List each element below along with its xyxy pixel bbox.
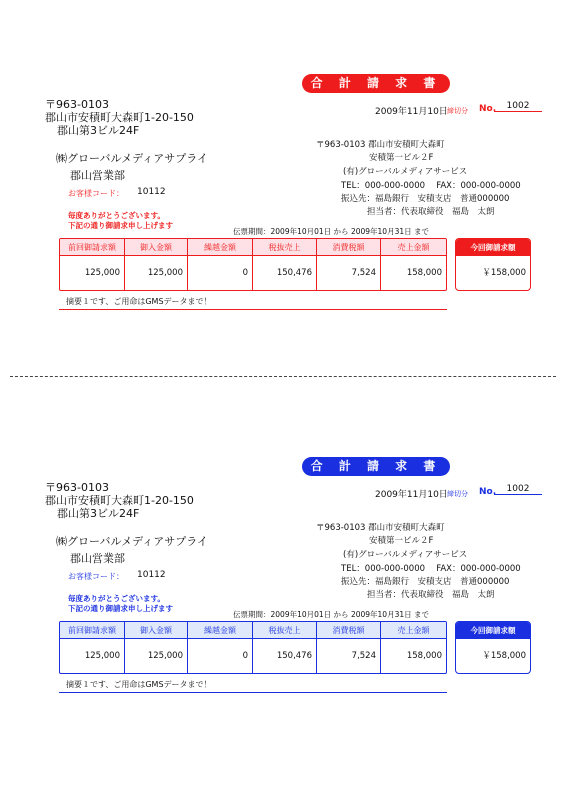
thanks-message: 毎度ありがとうございます。 — [68, 211, 165, 220]
header-payment-received: 御入金額 — [125, 239, 188, 256]
invoice-slip-blue — [0, 443, 566, 763]
customer-branch: 郡山営業部 — [70, 552, 125, 565]
value-carried-over: 0 — [188, 639, 253, 674]
header-consumption-tax: 消費税額 — [317, 622, 381, 639]
customer-zip: 〒963-0103 — [45, 98, 109, 111]
header-sales-excl-tax: 税抜売上 — [253, 622, 317, 639]
sender-phone-fax: TEL：000-000-0000 FAX：000-000-0000 — [341, 564, 521, 574]
invoice-number: 1002 — [494, 101, 542, 112]
invoice-number-label: No. — [479, 104, 497, 114]
header-consumption-tax: 消費税額 — [317, 239, 381, 256]
billing-notice: 下記の通り御請求申し上げます — [68, 221, 173, 230]
header-sales-amount: 売上金額 — [381, 622, 446, 639]
customer-company: ㈱グローバルメディアサプライ — [56, 152, 208, 165]
value-sales-amount: 158,000 — [406, 268, 442, 278]
customer-address-line1: 郡山市安積町大森町1-20-150 — [45, 111, 194, 124]
invoice-title-banner: 合 計 請 求 書 — [302, 74, 450, 93]
memo-text: 摘要１です、ご用命はGMSデータまで！ — [66, 680, 212, 689]
invoice-date: 2009年11月10日 — [375, 107, 448, 117]
customer-code: 10112 — [137, 187, 166, 197]
sender-company: (有)グローバルメディアサービス — [343, 167, 468, 177]
customer-code-label: お客様コード： — [68, 572, 124, 581]
sender-phone-fax: TEL：000-000-0000 FAX：000-000-0000 — [341, 181, 521, 191]
invoice-number: 1002 — [494, 484, 542, 495]
cut-line-divider — [10, 376, 556, 377]
memo-underline — [59, 692, 447, 693]
customer-zip: 〒963-0103 — [45, 481, 109, 494]
sender-contact: 担当者：代表取締役 福島 太朗 — [367, 207, 495, 217]
header-sales-excl-tax: 税抜売上 — [253, 239, 317, 256]
current-billing-amount: ￥158,000 — [482, 268, 526, 278]
amount-table-header — [60, 622, 446, 639]
header-previous-billing: 前回御請求額 — [60, 239, 125, 256]
cutoff-label: 締切分 — [447, 490, 468, 498]
billing-notice: 下記の通り御請求申し上げます — [68, 604, 173, 613]
value-consumption-tax: 7,524 — [317, 256, 381, 291]
slip-period: 伝票期間：2009年10月01日 から 2009年10月31日 まで — [233, 610, 429, 619]
value-payment-received: 125,000 — [125, 256, 188, 291]
sender-bank: 振込先：福島銀行 安積支店 普通000000 — [341, 577, 510, 587]
invoice-title-banner: 合 計 請 求 書 — [302, 457, 450, 476]
amount-table-row — [60, 256, 446, 291]
sender-building: 安積第一ビル２F — [369, 153, 434, 163]
sender-contact: 担当者：代表取締役 福島 太朗 — [367, 590, 495, 600]
amount-table-row — [60, 639, 446, 674]
current-billing-box — [455, 621, 531, 674]
sender-bank: 振込先：福島銀行 安積支店 普通000000 — [341, 194, 510, 204]
header-sales-amount: 売上金額 — [381, 239, 446, 256]
value-previous-billing: 125,000 — [60, 639, 125, 674]
customer-company: ㈱グローバルメディアサプライ — [56, 535, 208, 548]
value-consumption-tax: 7,524 — [317, 639, 381, 674]
slip-period: 伝票期間：2009年10月01日 から 2009年10月31日 まで — [233, 227, 429, 236]
header-carried-over: 繰越金額 — [188, 622, 253, 639]
invoice-slip-red — [0, 60, 566, 380]
value-sales-amount: 158,000 — [406, 651, 442, 661]
value-sales-excl-tax: 150,476 — [253, 256, 317, 291]
customer-code: 10112 — [137, 570, 166, 580]
value-previous-billing: 125,000 — [60, 256, 125, 291]
current-billing-label: 今回御請求額 — [456, 239, 530, 256]
sender-building: 安積第一ビル２F — [369, 536, 434, 546]
current-billing-box — [455, 238, 531, 291]
customer-branch: 郡山営業部 — [70, 169, 125, 182]
memo-underline — [59, 309, 447, 310]
amount-table — [59, 238, 447, 291]
customer-address-line2: 郡山第3ビル24F — [57, 507, 140, 520]
customer-address-line2: 郡山第3ビル24F — [57, 124, 140, 137]
value-sales-excl-tax: 150,476 — [253, 639, 317, 674]
current-billing-amount: ￥158,000 — [482, 651, 526, 661]
amount-table — [59, 621, 447, 674]
value-carried-over: 0 — [188, 256, 253, 291]
sender-address: 〒963-0103 郡山市安積町大森町 — [316, 140, 445, 150]
invoice-number-label: No. — [479, 487, 497, 497]
memo-text: 摘要１です、ご用命はGMSデータまで！ — [66, 297, 212, 306]
current-billing-label: 今回御請求額 — [456, 622, 530, 639]
customer-address-line1: 郡山市安積町大森町1-20-150 — [45, 494, 194, 507]
header-payment-received: 御入金額 — [125, 622, 188, 639]
sender-company: (有)グローバルメディアサービス — [343, 550, 468, 560]
header-carried-over: 繰越金額 — [188, 239, 253, 256]
invoice-date: 2009年11月10日 — [375, 490, 448, 500]
header-previous-billing: 前回御請求額 — [60, 622, 125, 639]
amount-table-header — [60, 239, 446, 256]
sender-address: 〒963-0103 郡山市安積町大森町 — [316, 523, 445, 533]
value-payment-received: 125,000 — [125, 639, 188, 674]
cutoff-label: 締切分 — [447, 107, 468, 115]
thanks-message: 毎度ありがとうございます。 — [68, 594, 165, 603]
customer-code-label: お客様コード： — [68, 189, 124, 198]
